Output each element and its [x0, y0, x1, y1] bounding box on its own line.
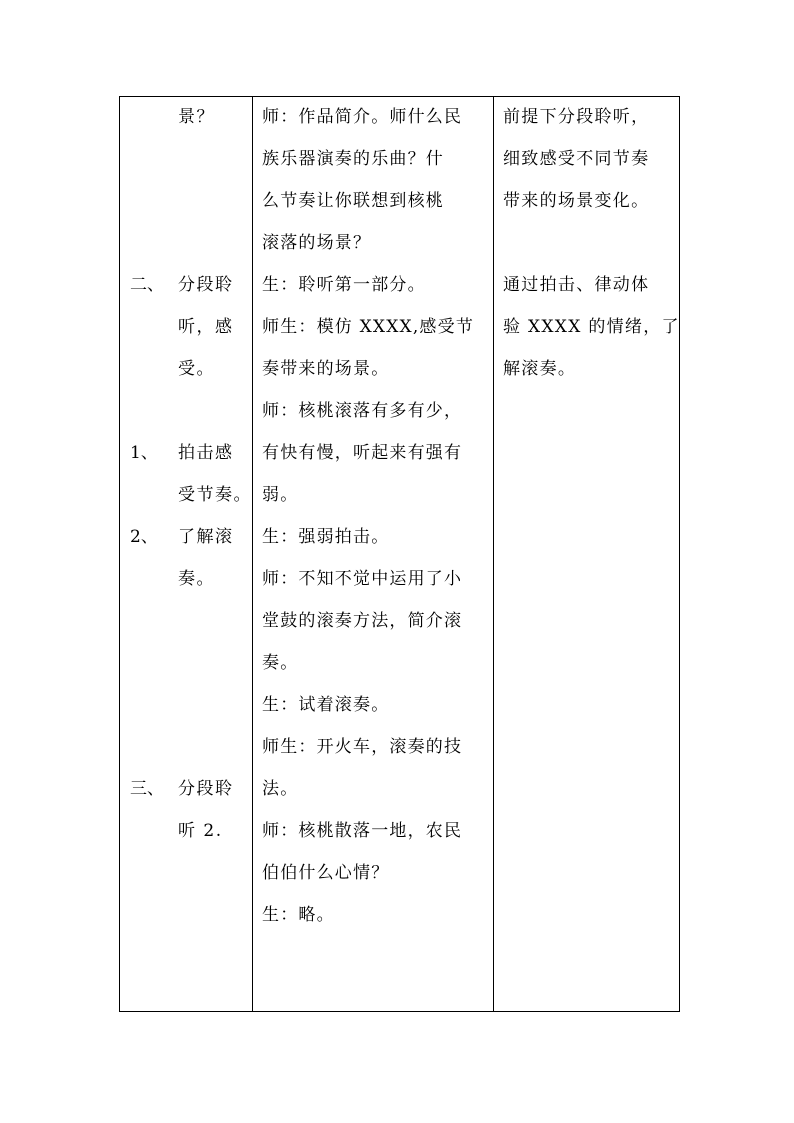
activity-line: 法。 [262, 779, 299, 799]
steps-line: 听 2. [178, 821, 223, 841]
activity-line: 师：作品简介。师什么民 [262, 107, 463, 127]
activity-line: 伯伯什么心情？ [262, 863, 390, 883]
intent-line: 验 XXXX 的情绪，了 [503, 317, 680, 337]
activity-line: 师生：模仿 XXXX,感受节 [262, 317, 475, 337]
activity-line: 生：试着滚奏。 [262, 695, 390, 715]
steps-line: 拍击感 [178, 443, 234, 463]
steps-line: 受节奏。 [178, 485, 252, 505]
activity-line: 奏。 [262, 653, 299, 673]
activity-line: 师生：开火车，滚奏的技 [262, 737, 463, 757]
steps-line: 分段聆 [178, 779, 234, 799]
intent-line: 前提下分段聆听， [503, 107, 650, 127]
activity-line: 生：略。 [262, 905, 335, 925]
activity-line: 弱。 [262, 485, 299, 505]
steps-line: 奏。 [178, 569, 215, 589]
column-divider [493, 97, 494, 1011]
column-divider [252, 97, 253, 1011]
activity-line: 生：强弱拍击。 [262, 527, 390, 547]
step-number: 三、 [130, 779, 164, 799]
intent-line: 通过拍击、律动体 [503, 275, 650, 295]
activity-line: 有快有慢，听起来有强有 [262, 443, 463, 463]
steps-line: 景？ [178, 107, 215, 127]
intent-line: 解滚奏。 [503, 359, 577, 379]
intent-line: 细致感受不同节奏 [503, 149, 650, 169]
lesson-plan-table [119, 96, 680, 1012]
steps-line: 了解滚 [178, 527, 234, 547]
activity-line: 师：不知不觉中运用了小 [262, 569, 463, 589]
activity-line: 师：核桃滚落有多有少， [262, 401, 463, 421]
steps-line: 分段聆 [178, 275, 234, 295]
step-number: 2、 [130, 527, 158, 547]
step-number: 1、 [130, 443, 158, 463]
intent-line: 带来的场景变化。 [503, 191, 650, 211]
step-number: 二、 [130, 275, 164, 295]
activity-line: 滚落的场景？ [262, 233, 372, 253]
activity-line: 奏带来的场景。 [262, 359, 390, 379]
steps-line: 听，感 [178, 317, 234, 337]
activity-line: 生：聆听第一部分。 [262, 275, 426, 295]
activity-line: 师：核桃散落一地，农民 [262, 821, 463, 841]
activity-line: 么节奏让你联想到核桃 [262, 191, 444, 211]
steps-line: 受。 [178, 359, 215, 379]
activity-line: 族乐器演奏的乐曲？什 [262, 149, 444, 169]
activity-line: 堂鼓的滚奏方法，简介滚 [262, 611, 463, 631]
